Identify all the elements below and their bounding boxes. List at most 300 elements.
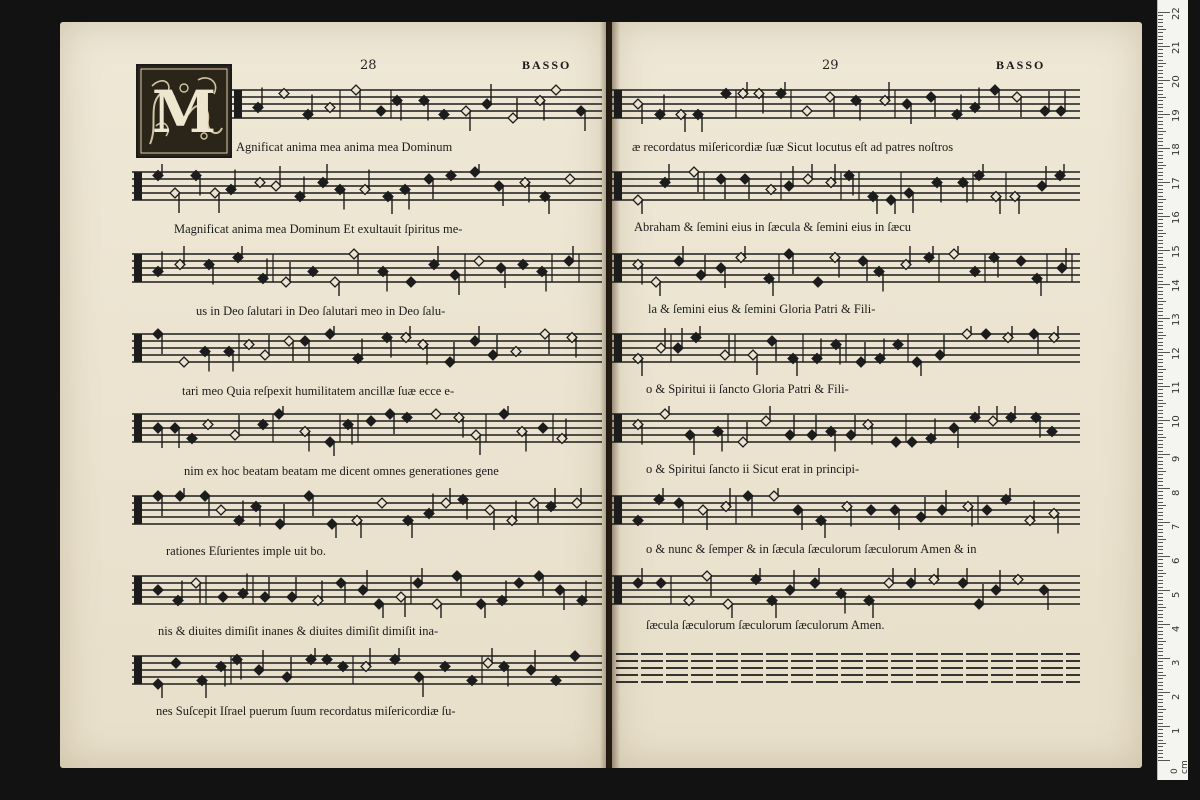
left-lyric-8: nes Suſcepit Iſrael puerum ſuum recordatus miſericordiæ ſu- bbox=[156, 704, 456, 718]
ruler-tick bbox=[1158, 97, 1166, 98]
ruler-tick bbox=[1158, 165, 1166, 166]
ruler-label: 21 bbox=[1171, 41, 1182, 54]
right-staff-4 bbox=[612, 326, 1080, 376]
ruler-label: 1 bbox=[1171, 727, 1182, 734]
ruler-tick bbox=[1158, 77, 1163, 78]
ruler-tick bbox=[1158, 104, 1163, 105]
ruler-tick bbox=[1158, 665, 1163, 666]
ruler-tick bbox=[1158, 131, 1166, 132]
ruler-tick bbox=[1158, 386, 1170, 387]
ruler-tick bbox=[1158, 590, 1170, 591]
left-staff-4 bbox=[132, 326, 602, 376]
ruler-tick bbox=[1158, 369, 1166, 370]
ruler-tick bbox=[1158, 508, 1163, 509]
ruler-tick bbox=[1158, 277, 1163, 278]
ruler-tick bbox=[1158, 461, 1163, 462]
ruler-tick bbox=[1158, 427, 1163, 428]
ruler-tick bbox=[1158, 682, 1163, 683]
ruler-tick bbox=[1158, 236, 1163, 237]
ruler-tick bbox=[1158, 281, 1163, 282]
ruler-tick bbox=[1158, 53, 1163, 54]
ruler-tick bbox=[1158, 141, 1163, 142]
ruler-label: 11 bbox=[1171, 381, 1182, 394]
ruler-tick bbox=[1158, 593, 1163, 594]
ruler-label: 2 bbox=[1171, 693, 1182, 700]
right-lyric-1: æ recordatus miſericordiæ ſuæ Sicut locutus eſt ad patres noſtros bbox=[632, 140, 954, 154]
ruler-tick bbox=[1158, 434, 1163, 435]
ruler-tick bbox=[1158, 260, 1163, 261]
ruler-tick bbox=[1158, 172, 1163, 173]
ruler-tick bbox=[1158, 400, 1163, 401]
ruler-tick bbox=[1158, 457, 1163, 458]
ruler-tick bbox=[1158, 468, 1163, 469]
ruler-tick bbox=[1158, 648, 1163, 649]
left-lyric-5: nim ex hoc beatam beatam me dicent omnes generationes gene bbox=[184, 464, 499, 478]
staff-notation bbox=[132, 568, 602, 618]
ruler-tick bbox=[1158, 495, 1163, 496]
ruler-tick bbox=[1158, 638, 1163, 639]
ruler-tick bbox=[1158, 634, 1163, 635]
ruler-tick bbox=[1158, 542, 1163, 543]
staff-notation bbox=[612, 406, 1080, 456]
ruler-tick bbox=[1158, 162, 1163, 163]
ruler-tick bbox=[1158, 355, 1163, 356]
ruler-tick bbox=[1158, 549, 1163, 550]
ruler-tick bbox=[1158, 114, 1170, 115]
staff-notation bbox=[232, 82, 602, 132]
ruler-tick bbox=[1158, 233, 1166, 234]
ruler-tick bbox=[1158, 46, 1170, 47]
ruler-tick bbox=[1158, 556, 1170, 557]
ruler-tick bbox=[1158, 464, 1163, 465]
left-lyric-2: Magnificat anima mea Dominum Et exultauit ſpiritus me- bbox=[174, 222, 463, 236]
staff-notation bbox=[612, 164, 1080, 214]
ruler-tick bbox=[1158, 651, 1163, 652]
ruler-tick bbox=[1158, 26, 1163, 27]
ruler-tick bbox=[1158, 308, 1163, 309]
ruler-tick bbox=[1158, 604, 1163, 605]
ruler-tick bbox=[1158, 389, 1163, 390]
ruler-tick bbox=[1158, 49, 1163, 50]
ruler-tick bbox=[1158, 760, 1170, 761]
ruler-tick bbox=[1158, 757, 1163, 758]
ruler-tick bbox=[1158, 15, 1163, 16]
ruler-tick bbox=[1158, 321, 1163, 322]
ruler-tick bbox=[1158, 148, 1170, 149]
left-running-head: BASSO bbox=[522, 58, 572, 72]
empty-staff-lines bbox=[616, 646, 1080, 692]
ruler-tick bbox=[1158, 675, 1166, 676]
ruler-tick bbox=[1158, 264, 1163, 265]
ruler-tick bbox=[1158, 209, 1163, 210]
ruler-label: 14 bbox=[1171, 279, 1182, 292]
ruler-tick bbox=[1158, 192, 1163, 193]
ruler-tick bbox=[1158, 145, 1163, 146]
ruler-tick bbox=[1158, 736, 1163, 737]
ruler-tick bbox=[1158, 230, 1163, 231]
right-staff-1 bbox=[612, 82, 1080, 132]
ruler-tick bbox=[1158, 532, 1163, 533]
right-lyric-4: o & Spiritui ii ſancto Gloria Patri & Fili- bbox=[646, 382, 849, 396]
right-lyric-5: o & Spiritui ſancto ii Sicut erat in principi- bbox=[646, 462, 860, 476]
ruler-label: 15 bbox=[1171, 245, 1182, 258]
left-lyric-7: nis & diuites dimiſit inanes & diuites dimiſit dimiſit ina- bbox=[158, 624, 439, 638]
right-running-head: BASSO bbox=[996, 58, 1046, 72]
ruler-tick bbox=[1158, 702, 1163, 703]
left-staff-8 bbox=[132, 648, 602, 698]
ruler-tick bbox=[1158, 692, 1170, 693]
ruler-tick bbox=[1158, 349, 1163, 350]
ruler-tick bbox=[1158, 706, 1163, 707]
ruler-tick bbox=[1158, 100, 1163, 101]
ruler-label: 9 bbox=[1171, 455, 1182, 462]
ruler-tick bbox=[1158, 318, 1170, 319]
ruler-tick bbox=[1158, 440, 1163, 441]
ruler-tick bbox=[1158, 179, 1163, 180]
left-staff-5 bbox=[132, 406, 602, 456]
ruler-tick bbox=[1158, 383, 1163, 384]
ruler-tick bbox=[1158, 668, 1163, 669]
ruler-tick bbox=[1158, 709, 1166, 710]
ruler-tick bbox=[1158, 750, 1163, 751]
ruler-tick bbox=[1158, 699, 1163, 700]
initial-ornament-icon bbox=[138, 66, 230, 156]
ruler-tick bbox=[1158, 607, 1166, 608]
ruler-tick bbox=[1158, 121, 1163, 122]
staff-notation bbox=[132, 488, 602, 538]
ruler-tick bbox=[1158, 352, 1170, 353]
ruler-tick bbox=[1158, 478, 1163, 479]
right-staff-7 bbox=[612, 568, 1080, 618]
ruler-tick bbox=[1158, 437, 1166, 438]
ruler-tick bbox=[1158, 155, 1163, 156]
ruler-tick bbox=[1158, 621, 1163, 622]
ruler-tick bbox=[1158, 597, 1163, 598]
ruler-tick bbox=[1158, 138, 1163, 139]
ruler-tick bbox=[1158, 63, 1166, 64]
right-lyric-7: ſæcula ſæculorum ſæculorum ſæculorum Amen. bbox=[646, 618, 885, 632]
ruler-tick bbox=[1158, 447, 1163, 448]
ruler-label: 7 bbox=[1171, 523, 1182, 530]
ruler-label: 13 bbox=[1171, 313, 1182, 326]
ruler-tick bbox=[1158, 332, 1163, 333]
ruler-tick bbox=[1158, 393, 1163, 394]
left-lyric-1: Agnificat anima mea anima mea Dominum bbox=[236, 140, 453, 154]
ruler-tick bbox=[1158, 325, 1163, 326]
ruler-tick bbox=[1158, 689, 1163, 690]
ruler-tick bbox=[1158, 444, 1163, 445]
ruler-tick bbox=[1158, 600, 1163, 601]
ruler-label: 8 bbox=[1171, 489, 1182, 496]
ruler-tick bbox=[1158, 134, 1163, 135]
right-lyric-2: Abraham & ſemini eius in ſæcula & ſemini eius in ſæcu bbox=[634, 220, 912, 234]
ruler-tick bbox=[1158, 291, 1163, 292]
decorated-initial bbox=[136, 64, 232, 158]
ruler-tick bbox=[1158, 413, 1163, 414]
ruler-tick bbox=[1158, 624, 1170, 625]
ruler-tick bbox=[1158, 90, 1163, 91]
ruler-tick bbox=[1158, 19, 1163, 20]
ruler-tick bbox=[1158, 66, 1163, 67]
ruler-tick bbox=[1158, 498, 1163, 499]
right-empty-staff bbox=[616, 646, 1080, 692]
ruler-tick bbox=[1158, 410, 1163, 411]
ruler-label: 5 bbox=[1171, 591, 1182, 598]
ruler-tick bbox=[1158, 243, 1163, 244]
ruler-tick bbox=[1158, 627, 1163, 628]
left-lyric-3: us in Deo ſalutari in Deo ſalutari meo in Deo ſalu- bbox=[196, 304, 446, 318]
ruler-tick bbox=[1158, 655, 1163, 656]
ruler-tick bbox=[1158, 270, 1163, 271]
ruler-tick bbox=[1158, 733, 1163, 734]
ruler-tick bbox=[1158, 87, 1163, 88]
ruler-tick bbox=[1158, 712, 1163, 713]
staff-notation bbox=[612, 326, 1080, 376]
ruler-label: 18 bbox=[1171, 143, 1182, 156]
ruler-tick bbox=[1158, 294, 1163, 295]
ruler-tick bbox=[1158, 417, 1163, 418]
ruler-label: 6 bbox=[1171, 557, 1182, 564]
ruler-tick bbox=[1158, 617, 1163, 618]
ruler-tick bbox=[1158, 80, 1170, 81]
ruler-tick bbox=[1158, 740, 1163, 741]
ruler-tick bbox=[1158, 359, 1163, 360]
ruler-tick bbox=[1158, 257, 1163, 258]
left-staff-3 bbox=[132, 246, 602, 296]
ruler-tick bbox=[1158, 70, 1163, 71]
ruler-tick bbox=[1158, 396, 1163, 397]
ruler-label: 19 bbox=[1171, 109, 1182, 122]
ruler-tick bbox=[1158, 117, 1163, 118]
right-staff-5 bbox=[612, 406, 1080, 456]
ruler-tick bbox=[1158, 342, 1163, 343]
ruler-tick bbox=[1158, 403, 1166, 404]
ruler-tick bbox=[1158, 661, 1163, 662]
ruler-tick bbox=[1158, 216, 1170, 217]
right-page-number: 29 bbox=[822, 58, 839, 73]
ruler-tick bbox=[1158, 83, 1163, 84]
ruler-tick bbox=[1158, 505, 1166, 506]
ruler-tick bbox=[1158, 32, 1163, 33]
ruler-tick bbox=[1158, 219, 1163, 220]
ruler-tick bbox=[1158, 328, 1163, 329]
ruler-tick bbox=[1158, 338, 1163, 339]
svg-text:M: M bbox=[151, 78, 217, 146]
ruler-tick bbox=[1158, 658, 1170, 659]
ruler-tick bbox=[1158, 746, 1163, 747]
left-staff-7 bbox=[132, 568, 602, 618]
ruler-tick bbox=[1158, 107, 1163, 108]
ruler-tick bbox=[1158, 151, 1163, 152]
ruler-tick bbox=[1158, 267, 1166, 268]
ruler-tick bbox=[1158, 12, 1170, 13]
ruler-tick bbox=[1158, 182, 1170, 183]
ruler-tick bbox=[1158, 743, 1166, 744]
ruler-tick bbox=[1158, 672, 1163, 673]
right-lyric-6: o & nunc & ſemper & in ſæcula ſæculorum ſæculorum Amen & in bbox=[646, 542, 977, 556]
ruler-tick bbox=[1158, 287, 1163, 288]
left-staff-2 bbox=[132, 164, 602, 214]
ruler-tick bbox=[1158, 168, 1163, 169]
right-staff-6 bbox=[612, 488, 1080, 538]
ruler-label: 20 bbox=[1171, 75, 1182, 88]
ruler-tick bbox=[1158, 587, 1163, 588]
ruler-tick bbox=[1158, 345, 1163, 346]
ruler-label: 17 bbox=[1171, 177, 1182, 190]
ruler-tick bbox=[1158, 644, 1163, 645]
staff-notation bbox=[132, 164, 602, 214]
ruler-tick bbox=[1158, 56, 1163, 57]
ruler-label: 22 bbox=[1171, 7, 1182, 20]
ruler-tick bbox=[1158, 512, 1163, 513]
ruler-label: 10 bbox=[1171, 415, 1182, 428]
staff-notation bbox=[132, 326, 602, 376]
ruler-tick bbox=[1158, 546, 1163, 547]
ruler-tick bbox=[1158, 304, 1163, 305]
left-staff-6 bbox=[132, 488, 602, 538]
ruler-label: 16 bbox=[1171, 211, 1182, 224]
measurement-ruler bbox=[1157, 0, 1188, 780]
staff-notation bbox=[612, 568, 1080, 618]
ruler-tick bbox=[1158, 753, 1163, 754]
ruler-tick bbox=[1158, 729, 1163, 730]
ruler-tick bbox=[1158, 695, 1163, 696]
ruler-tick bbox=[1158, 39, 1163, 40]
left-lyric-4: tari meo Quia reſpexit humilitatem ancillæ ſuæ ecce e- bbox=[182, 384, 455, 398]
ruler-tick bbox=[1158, 580, 1163, 581]
ruler-tick bbox=[1158, 536, 1163, 537]
ruler-tick bbox=[1158, 491, 1163, 492]
staff-notation bbox=[612, 246, 1080, 296]
ruler-tick bbox=[1158, 723, 1163, 724]
ruler-tick bbox=[1158, 726, 1170, 727]
ruler-tick bbox=[1158, 298, 1163, 299]
ruler-tick bbox=[1158, 185, 1163, 186]
ruler-tick bbox=[1158, 189, 1163, 190]
staff-notation bbox=[132, 246, 602, 296]
right-staff-2 bbox=[612, 164, 1080, 214]
ruler-tick bbox=[1158, 213, 1163, 214]
ruler-tick bbox=[1158, 206, 1163, 207]
ruler-tick bbox=[1158, 563, 1163, 564]
ruler-tick bbox=[1158, 335, 1166, 336]
ruler-tick bbox=[1158, 111, 1163, 112]
ruler-tick bbox=[1158, 43, 1163, 44]
ruler-tick bbox=[1158, 73, 1163, 74]
ruler-tick bbox=[1158, 223, 1163, 224]
staff-notation bbox=[612, 82, 1080, 132]
ruler-label: 4 bbox=[1171, 625, 1182, 632]
ruler-tick bbox=[1158, 158, 1163, 159]
ruler-tick bbox=[1158, 451, 1163, 452]
ruler-tick bbox=[1158, 559, 1163, 560]
ruler-tick bbox=[1158, 488, 1170, 489]
ruler-tick bbox=[1158, 566, 1163, 567]
ruler-tick bbox=[1158, 519, 1163, 520]
ruler-tick bbox=[1158, 614, 1163, 615]
ruler-tick bbox=[1158, 240, 1163, 241]
ruler-tick bbox=[1158, 274, 1163, 275]
ruler-tick bbox=[1158, 362, 1163, 363]
ruler-tick bbox=[1158, 379, 1163, 380]
ruler-tick bbox=[1158, 573, 1166, 574]
ruler-tick bbox=[1158, 610, 1163, 611]
staff-notation bbox=[132, 406, 602, 456]
ruler-tick bbox=[1158, 678, 1163, 679]
ruler-tick bbox=[1158, 485, 1163, 486]
ruler-tick bbox=[1158, 175, 1163, 176]
ruler-tick bbox=[1158, 94, 1163, 95]
ruler-tick bbox=[1158, 420, 1170, 421]
ruler-tick bbox=[1158, 124, 1163, 125]
ruler-label: 3 bbox=[1171, 659, 1182, 666]
ruler-tick bbox=[1158, 29, 1166, 30]
ruler-tick bbox=[1158, 301, 1166, 302]
ruler-tick bbox=[1158, 430, 1163, 431]
ruler-tick bbox=[1158, 529, 1163, 530]
ruler-tick bbox=[1158, 22, 1163, 23]
ruler-tick bbox=[1158, 372, 1163, 373]
ruler-tick bbox=[1158, 454, 1170, 455]
ruler-tick bbox=[1158, 583, 1163, 584]
ruler-tick bbox=[1158, 525, 1163, 526]
ruler-tick bbox=[1158, 366, 1163, 367]
ruler-tick bbox=[1158, 247, 1163, 248]
ruler-tick bbox=[1158, 471, 1166, 472]
ruler-tick bbox=[1158, 515, 1163, 516]
ruler-tick bbox=[1158, 641, 1166, 642]
ruler-tick bbox=[1158, 199, 1166, 200]
ruler-tick bbox=[1158, 376, 1163, 377]
ruler-tick bbox=[1158, 539, 1166, 540]
ruler-tick bbox=[1158, 406, 1163, 407]
ruler-tick bbox=[1158, 36, 1163, 37]
ruler-tick bbox=[1158, 202, 1163, 203]
left-page-number: 28 bbox=[360, 58, 377, 73]
ruler-tick bbox=[1158, 250, 1170, 251]
ruler-tick bbox=[1158, 570, 1163, 571]
ruler-tick bbox=[1158, 502, 1163, 503]
ruler-label: 12 bbox=[1171, 347, 1182, 360]
ruler-tick bbox=[1158, 631, 1163, 632]
left-staff-1 bbox=[232, 82, 602, 132]
ruler-tick bbox=[1158, 685, 1163, 686]
ruler-tick bbox=[1158, 60, 1163, 61]
right-lyric-3: la & ſemini eius & ſemini Gloria Patri & Fili- bbox=[648, 302, 876, 316]
ruler-tick bbox=[1158, 196, 1163, 197]
ruler-tick bbox=[1158, 253, 1163, 254]
left-lyric-6: rationes Eſurientes imple uit bo. bbox=[166, 544, 327, 558]
ruler-tick bbox=[1158, 128, 1163, 129]
ruler-tick bbox=[1158, 284, 1170, 285]
ruler-tick bbox=[1158, 226, 1163, 227]
staff-notation bbox=[132, 648, 602, 698]
ruler-tick bbox=[1158, 719, 1163, 720]
ruler-tick bbox=[1158, 311, 1163, 312]
ruler-tick bbox=[1158, 474, 1163, 475]
ruler-tick bbox=[1158, 481, 1163, 482]
ruler-tick bbox=[1158, 716, 1163, 717]
ruler-tick bbox=[1158, 576, 1163, 577]
open-book bbox=[60, 14, 1142, 774]
ruler-tick bbox=[1158, 423, 1163, 424]
right-staff-3 bbox=[612, 246, 1080, 296]
staff-notation bbox=[612, 488, 1080, 538]
ruler-unit-label: 0 cm bbox=[1170, 760, 1190, 774]
ruler-tick bbox=[1158, 553, 1163, 554]
ruler-tick bbox=[1158, 315, 1163, 316]
ruler-tick bbox=[1158, 522, 1170, 523]
